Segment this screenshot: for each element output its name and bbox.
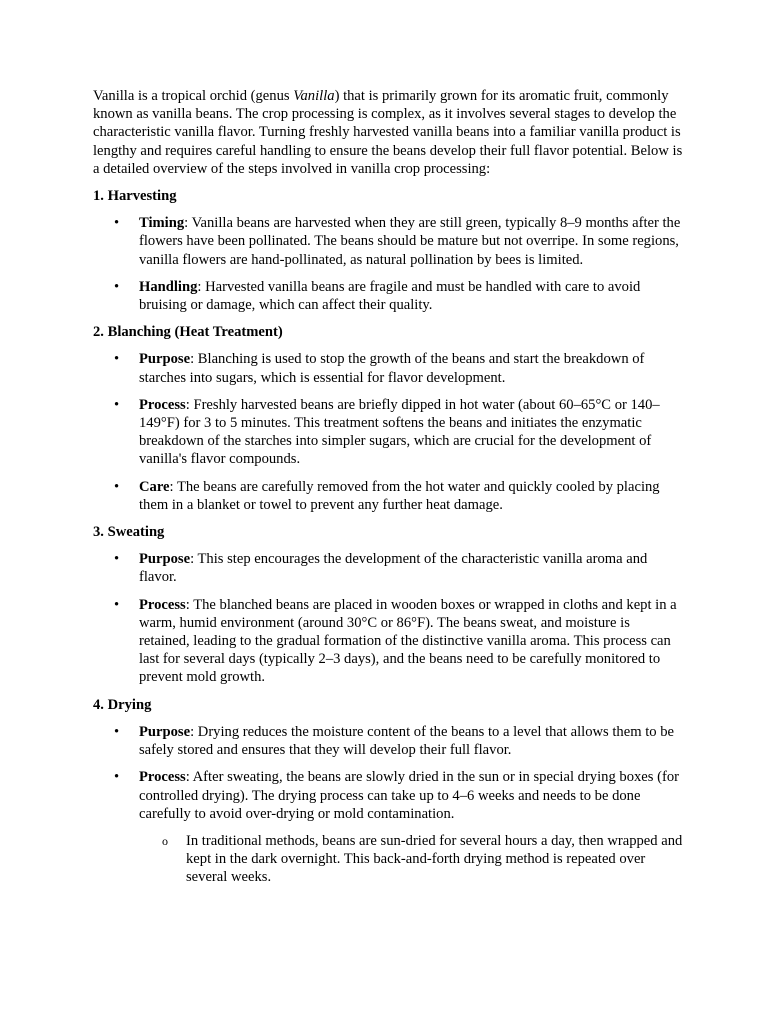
list-item: • Process: The blanched beans are placed in wooden boxes or wrapped in cloths and kept in a warm, humid environment (around 30°C or 86°F). The beans sweat, and moisture is retained, leading to the gradual formation of the distinctive vanilla aroma. This process can last for several days (typically 2–3 days), and the beans need to be carefully monitored to prevent mold growth. [93, 596, 683, 687]
section-heading-drying: 4. Drying [93, 696, 152, 713]
drying-list [93, 723, 683, 887]
drying-sub-list [139, 832, 683, 887]
section-heading-blanching: 2. Blanching (Heat Treatment) [93, 324, 283, 341]
intro-paragraph: Vanilla is a tropical orchid (genus Vanilla) that is primarily grown for its aromatic fruit, commonly known as vanilla beans. The crop processing is complex, as it involves several stages to develop the characteristic vanilla flavor. Turning freshly harvested vanilla beans into a familiar vanilla product is lengthy and requires careful handling to ensure the beans develop their full flavor potential. Below is a detailed overview of the steps involved in vanilla crop processing: [93, 88, 683, 177]
list-item: • Process: After sweating, the beans are slowly dried in the sun or in special drying boxes (for controlled drying). The drying process can take up to 4–6 weeks and needs to be done carefully to avoid over-drying or mold contamination. o In traditional methods, beans are sun-dried for several hours a day, then wrapped and kept in the dark overnight. This back-and-forth drying method is repeated over several weeks. [93, 768, 683, 886]
blanching-list [93, 350, 683, 514]
list-item: • Purpose: This step encourages the development of the characteristic vanilla aroma and flavor. [93, 550, 683, 586]
sweating-list [93, 550, 683, 686]
section-heading-sweating: 3. Sweating [93, 524, 165, 541]
list-item: • Process: Freshly harvested beans are briefly dipped in hot water (about 60–65°C or 140–149°F) for 3 to 5 minutes. This treatment softens the beans and initiates the enzymatic breakdown of the starches into simpler sugars, which are crucial for the development of vanilla's flavor compounds. [93, 396, 683, 469]
list-item: • Purpose: Drying reduces the moisture content of the beans to a level that allows them to be safely stored and ensures that they will develop their full flavor. [93, 723, 683, 759]
harvesting-list [93, 214, 683, 314]
list-item: • Purpose: Blanching is used to stop the growth of the beans and start the breakdown of starches into sugars, which is essential for flavor development. [93, 350, 683, 386]
genus-name: Vanilla [293, 88, 335, 104]
list-item: • Handling: Harvested vanilla beans are fragile and must be handled with care to avoid bruising or damage, which can affect their quality. [93, 278, 683, 314]
list-item: • Timing: Vanilla beans are harvested when they are still green, typically 8–9 months after the flowers have been pollinated. The beans should be mature but not overripe. In some regions, vanilla flowers are hand-pollinated, as natural pollination by bees is limited. [93, 214, 683, 269]
sub-list-item: o In traditional methods, beans are sun-dried for several hours a day, then wrapped and kept in the dark overnight. This back-and-forth drying method is repeated over several weeks. [139, 832, 683, 887]
section-heading-harvesting: 1. Harvesting [93, 188, 177, 205]
list-item: • Care: The beans are carefully removed from the hot water and quickly cooled by placing them in a blanket or towel to prevent any further heat damage. [93, 478, 683, 514]
document-page [93, 87, 683, 896]
